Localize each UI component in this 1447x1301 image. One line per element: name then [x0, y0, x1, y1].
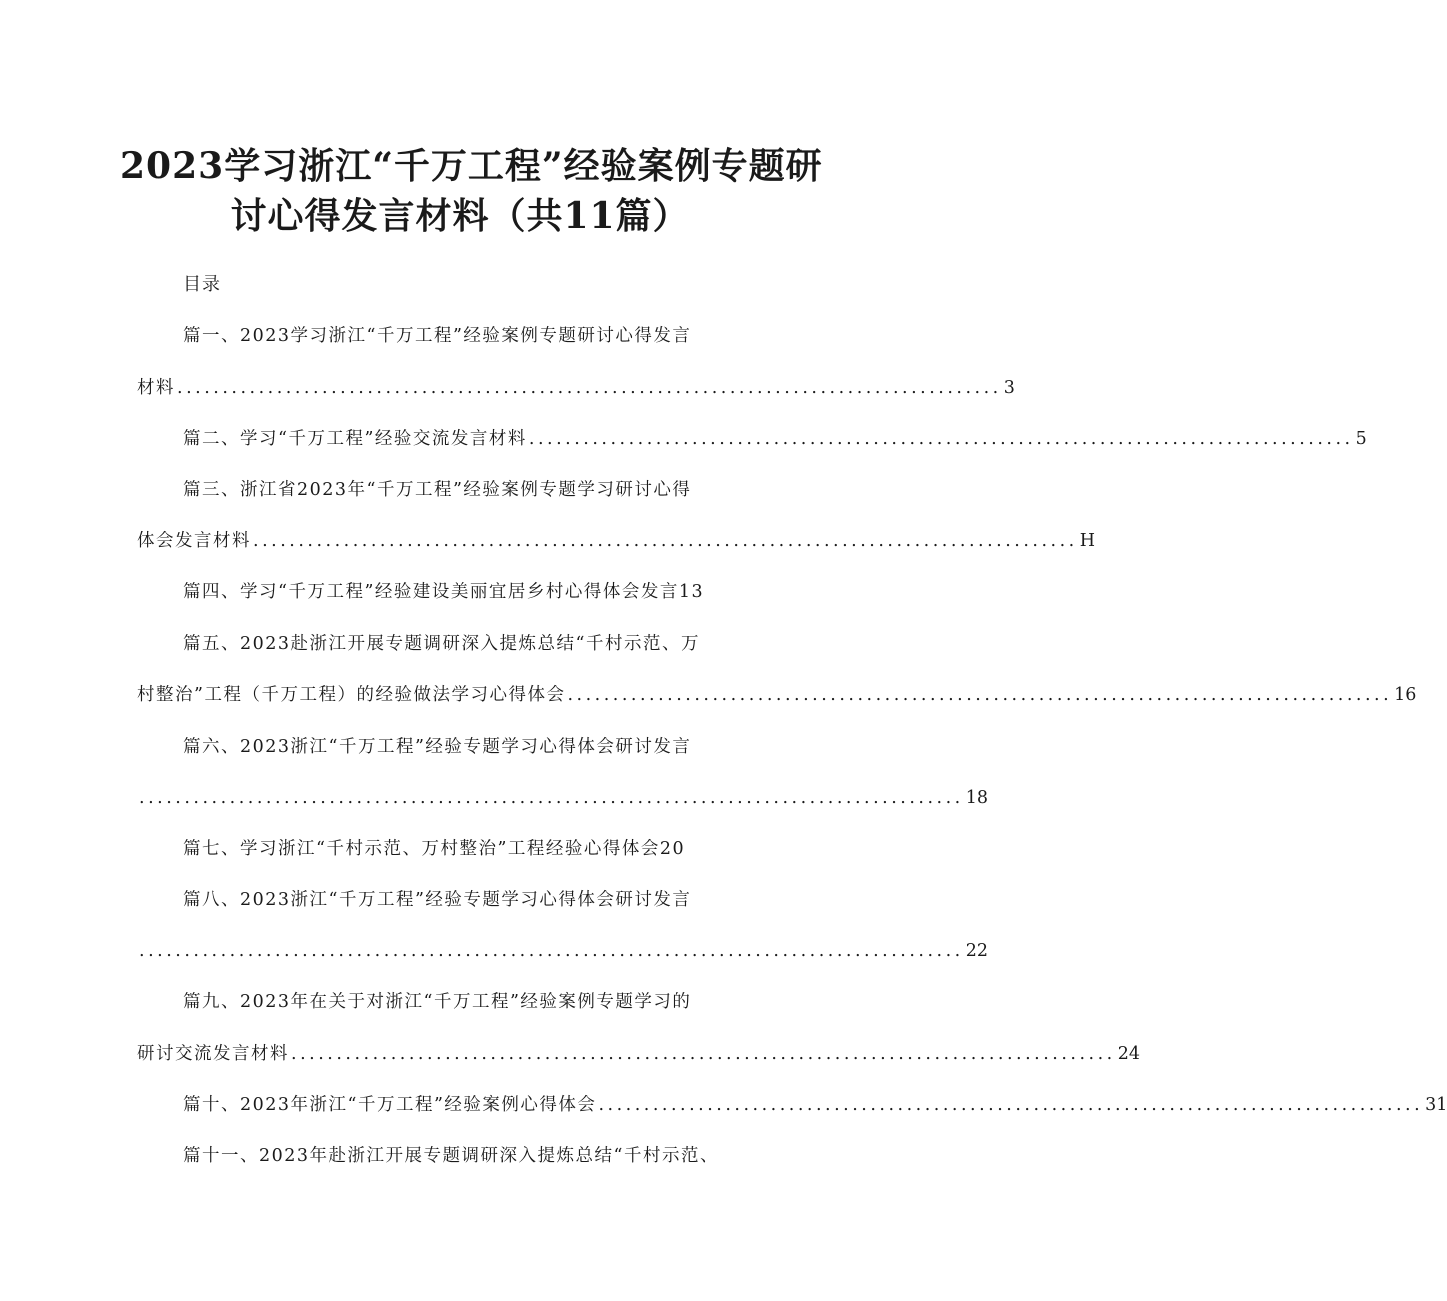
toc-entry-3-line-2 — [137, 527, 1095, 555]
toc-entry-9-text: 研讨交流发言材料 — [137, 1044, 289, 1064]
toc-leader-dots: ........................................................................................... — [139, 941, 964, 961]
toc-entry-3-line-1: 篇三、浙江省2023年“千万工程”经验案例专题学习研讨心得 — [183, 480, 692, 500]
document-title-line-2: 讨心得发言材料（共11篇） — [230, 195, 690, 237]
toc-leader-dots: ........................................................................................... — [253, 531, 1078, 551]
document-title-line-1: 2023学习浙江“千万工程”经验案例专题研 — [120, 145, 823, 187]
toc-heading: 目录 — [183, 274, 221, 295]
toc-entry-2-text: 篇二、学习“千万工程”经验交流发言材料 — [183, 429, 527, 449]
toc-leader-dots: ........................................................................................... — [177, 378, 1002, 398]
toc-entry-9-line-2 — [137, 1040, 1140, 1068]
toc-leader-dots: ........................................................................................... — [291, 1044, 1116, 1064]
toc-leader-dots: ........................................................................................... — [567, 685, 1393, 705]
toc-leader-dots: ........................................................................................... — [598, 1095, 1424, 1115]
toc-entry-5-page: 16 — [1394, 685, 1417, 705]
toc-entry-4: 篇四、学习“千万工程”经验建设美丽宜居乡村心得体会发言13 — [183, 582, 705, 602]
toc-entry-1-line-2 — [137, 374, 1015, 402]
toc-entry-3-page: H — [1079, 531, 1095, 551]
toc-entry-5-line-1: 篇五、2023赴浙江开展专题调研深入提炼总结“千村示范、万 — [183, 634, 700, 654]
toc-entry-10-page: 31 — [1425, 1095, 1447, 1115]
toc-entry-8-line-1: 篇八、2023浙江“千万工程”经验专题学习心得体会研讨发言 — [183, 890, 692, 910]
toc-entry-9-page: 24 — [1117, 1044, 1140, 1064]
toc-entry-6-page: 18 — [965, 788, 988, 808]
toc-entry-1-page: 3 — [1003, 378, 1015, 398]
toc-entry-10-text: 篇十、2023年浙江“千万工程”经验案例心得体会 — [183, 1095, 597, 1115]
toc-entry-11: 篇十一、2023年赴浙江开展专题调研深入提炼总结“千村示范、 — [183, 1146, 719, 1166]
toc-entry-9-line-1: 篇九、2023年在关于对浙江“千万工程”经验案例专题学习的 — [183, 992, 692, 1012]
toc-entry-5-text: 村整治”工程（千万工程）的经验做法学习心得体会 — [137, 685, 566, 705]
toc-entry-6-line-1: 篇六、2023浙江“千万工程”经验专题学习心得体会研讨发言 — [183, 737, 692, 757]
toc-leader-dots: ........................................................................................... — [528, 429, 1354, 449]
toc-entry-5-line-2 — [137, 681, 1417, 709]
toc-entry-3-text: 体会发言材料 — [137, 531, 251, 551]
toc-entry-2 — [183, 425, 1367, 453]
toc-entry-8-page: 22 — [965, 941, 988, 961]
toc-leader-dots: ........................................................................................... — [139, 788, 964, 808]
toc-entry-8-line-2 — [137, 937, 988, 965]
toc-entry-1-text: 材料 — [137, 378, 175, 398]
toc-entry-6-line-2 — [137, 784, 988, 812]
toc-entry-10 — [183, 1091, 1447, 1119]
toc-entry-7: 篇七、学习浙江“千村示范、万村整治”工程经验心得体会20 — [183, 839, 686, 859]
toc-entry-1-line-1: 篇一、2023学习浙江“千万工程”经验案例专题研讨心得发言 — [183, 326, 692, 346]
toc-entry-2-page: 5 — [1355, 429, 1367, 449]
